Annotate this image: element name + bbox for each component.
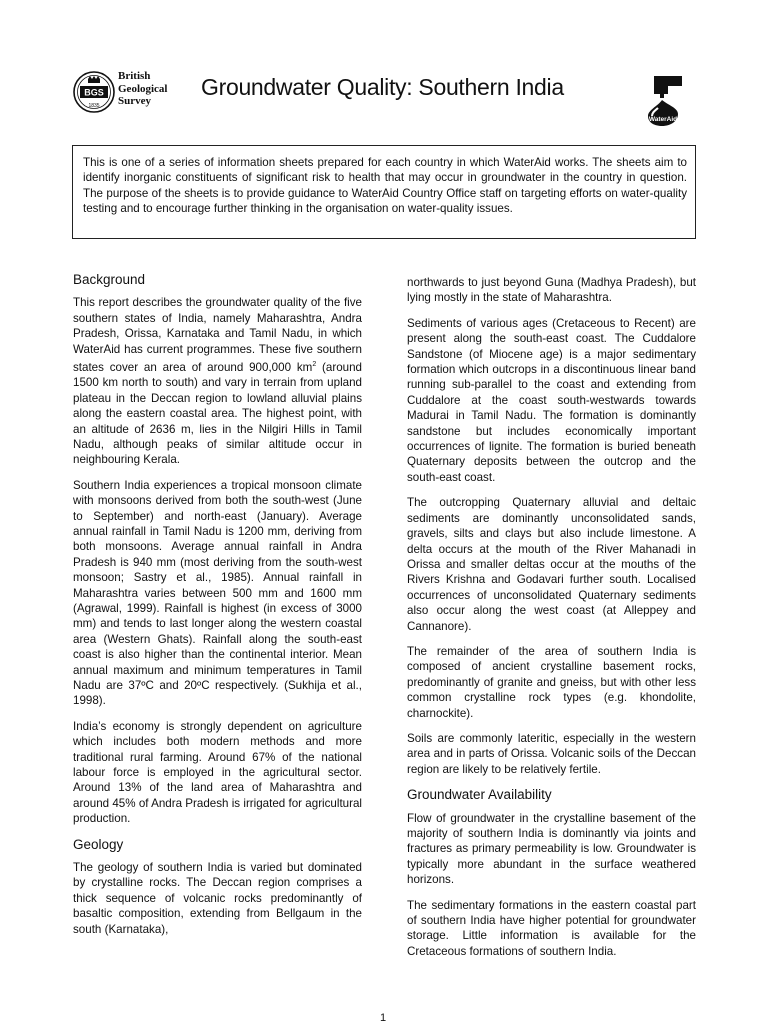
- bg-p1-superscript: 2: [312, 361, 317, 369]
- bgs-line-2: Geological: [118, 82, 168, 95]
- geology-heading: Geology: [73, 836, 124, 852]
- background-paragraph-2: Southern India experiences a tropical monsoon climate with monsoons derived from both the south-west (June to September) and north-east (January). Average annual rainfall in Tamil Nadu is 1200 mm, deriving from both monsoons. Average annual rainfall in Andra Pradesh is 940 mm (most deriving from the south-west monsoon; Sastry et al., 1985). Annual rainfall in Maharashtra varies between 500 mm and 1600 mm (Agrawal, 1999). Rainfall is highest (in excess of 3000 mm) and tends to last longer along the western coastal area (Western Ghats). Rainfall along the south-east coast is also higher than the continental interior. Mean annual maximum and minimum temperatures in Tamil Nadu are 37ºC and 20ºC respectively. (Sukhija et al., 1998).: [73, 478, 362, 708]
- page-number: 1: [380, 1012, 387, 1024]
- geology-paragraph-2: Sediments of various ages (Cretaceous to Recent) are present along the south-east coast. The Cuddalore Sandstone (of Miocene age) is a major sedimentary formation which outcrops in a discontinuous linear band running sub-parallel to the coast and extending from Cuddalore at the coast south-westwards towards Madurai in Tamil Nadu. The formation is dominantly sandstone but includes economically important occurrences of lignite. The formation is buried beneath Quaternary deposits between the outcrop and the south-east coast.: [407, 316, 696, 484]
- intro-box: This is one of a series of information sheets prepared for each country in which WaterAid works. The sheets aim to identify inorganic constituents of significant risk to health that may occur in groundwater in the country in question. The purpose of the sheets is to provide guidance to WaterAid Country Office staff on targeting efforts on water-quality testing and to encourage further thinking in the organisation on water-quality issues.: [72, 145, 696, 239]
- bgs-crest-icon: [72, 70, 116, 114]
- bg-p1-part-a: This report describes the groundwater quality of the five southern states of India, namely Maharashtra, Andra Pradesh, Orissa, Karnataka and Tamil Nadu, in which WaterAid has current programmes. These five southern states cover an area of around 900,000 km: [73, 296, 362, 374]
- left-column: [73, 272, 362, 947]
- water-drop-tap-icon: [638, 72, 686, 128]
- bgs-mark: BGS: [84, 87, 104, 98]
- geology-paragraph-1: The geology of southern India is varied but dominated by crystalline rocks. The Deccan region comprises a thick sequence of volcanic rocks predominantly of basaltic composition, extending from Bellgaum in the south (Karnataka),: [73, 861, 362, 936]
- background-paragraph-3: India’s economy is strongly dependent on agriculture which includes both modern methods and more traditional rural farming. Around 67% of the national labour force is employed in the agricultural sector. Around 13% of the land area of Maharashtra and around 45% of Andra Pradesh is irrigated for agricultural production.: [73, 719, 362, 826]
- geology-paragraph-1-continued: northwards to just beyond Guna (Madhya Pradesh), but lying mostly in the state of Maharashtra.: [407, 276, 696, 305]
- bgs-year: 1835: [88, 103, 100, 109]
- availability-heading: Groundwater Availability: [407, 787, 552, 803]
- bg-p1-part-b: (around 1500 km north to south) and vary in terrain from upland plateau in the Deccan region to lowland alluvial plains along the eastern coastal area. The highest point, with an altitude of 2636 m, lies in the Nilgiri Hills in Tamil Nadu, although peaks of similar altitude occur in neighbouring Kerala.: [73, 360, 363, 467]
- bgs-wordmark: [118, 70, 168, 108]
- geology-paragraph-5: Soils are commonly lateritic, especially in the western area and in parts of Orissa. Volcanic soils of the Deccan region are likely to be relatively fertile.: [407, 731, 696, 776]
- availability-paragraph-2: The sedimentary formations in the eastern coastal part of southern India have higher potential for groundwater storage. Little information is available for the Cretaceous formations of southern India.: [407, 898, 696, 958]
- bgs-line-1: British: [118, 70, 151, 82]
- page-header: [72, 66, 712, 126]
- bgs-line-3: Survey: [118, 95, 151, 107]
- availability-paragraph-1: Flow of groundwater in the crystalline basement of the majority of southern India is dominantly via joints and fractures as primary permeability is low. Groundwater is typically more abundant in the surface weathered horizons.: [407, 811, 696, 887]
- wateraid-label: WaterAid: [648, 116, 678, 123]
- background-paragraph-1: [73, 295, 362, 467]
- page-title: Groundwater Quality: Southern India: [201, 74, 564, 100]
- right-column: [407, 275, 696, 969]
- background-heading: Background: [73, 272, 146, 287]
- geology-paragraph-3: The outcropping Quaternary alluvial and deltaic sediments are dominantly unconsolidated sands, gravels, silts and clays but also include limestone. A delta occurs at the mouth of the River Mahanadi in Orissa and smaller deltas occur at the mouths of the Rivers Krishna and Godavari further south. Localised occurrences of unconsolidated Quaternary sediments also occur along the west coast (at Alleppey and Cannanore).: [407, 496, 696, 633]
- geology-paragraph-4: The remainder of the area of southern India is composed of ancient crystalline basement rocks, predominantly of granite and gneiss, but with other less common crystalline rock types (e.g. khondolite, charnockite).: [407, 644, 696, 720]
